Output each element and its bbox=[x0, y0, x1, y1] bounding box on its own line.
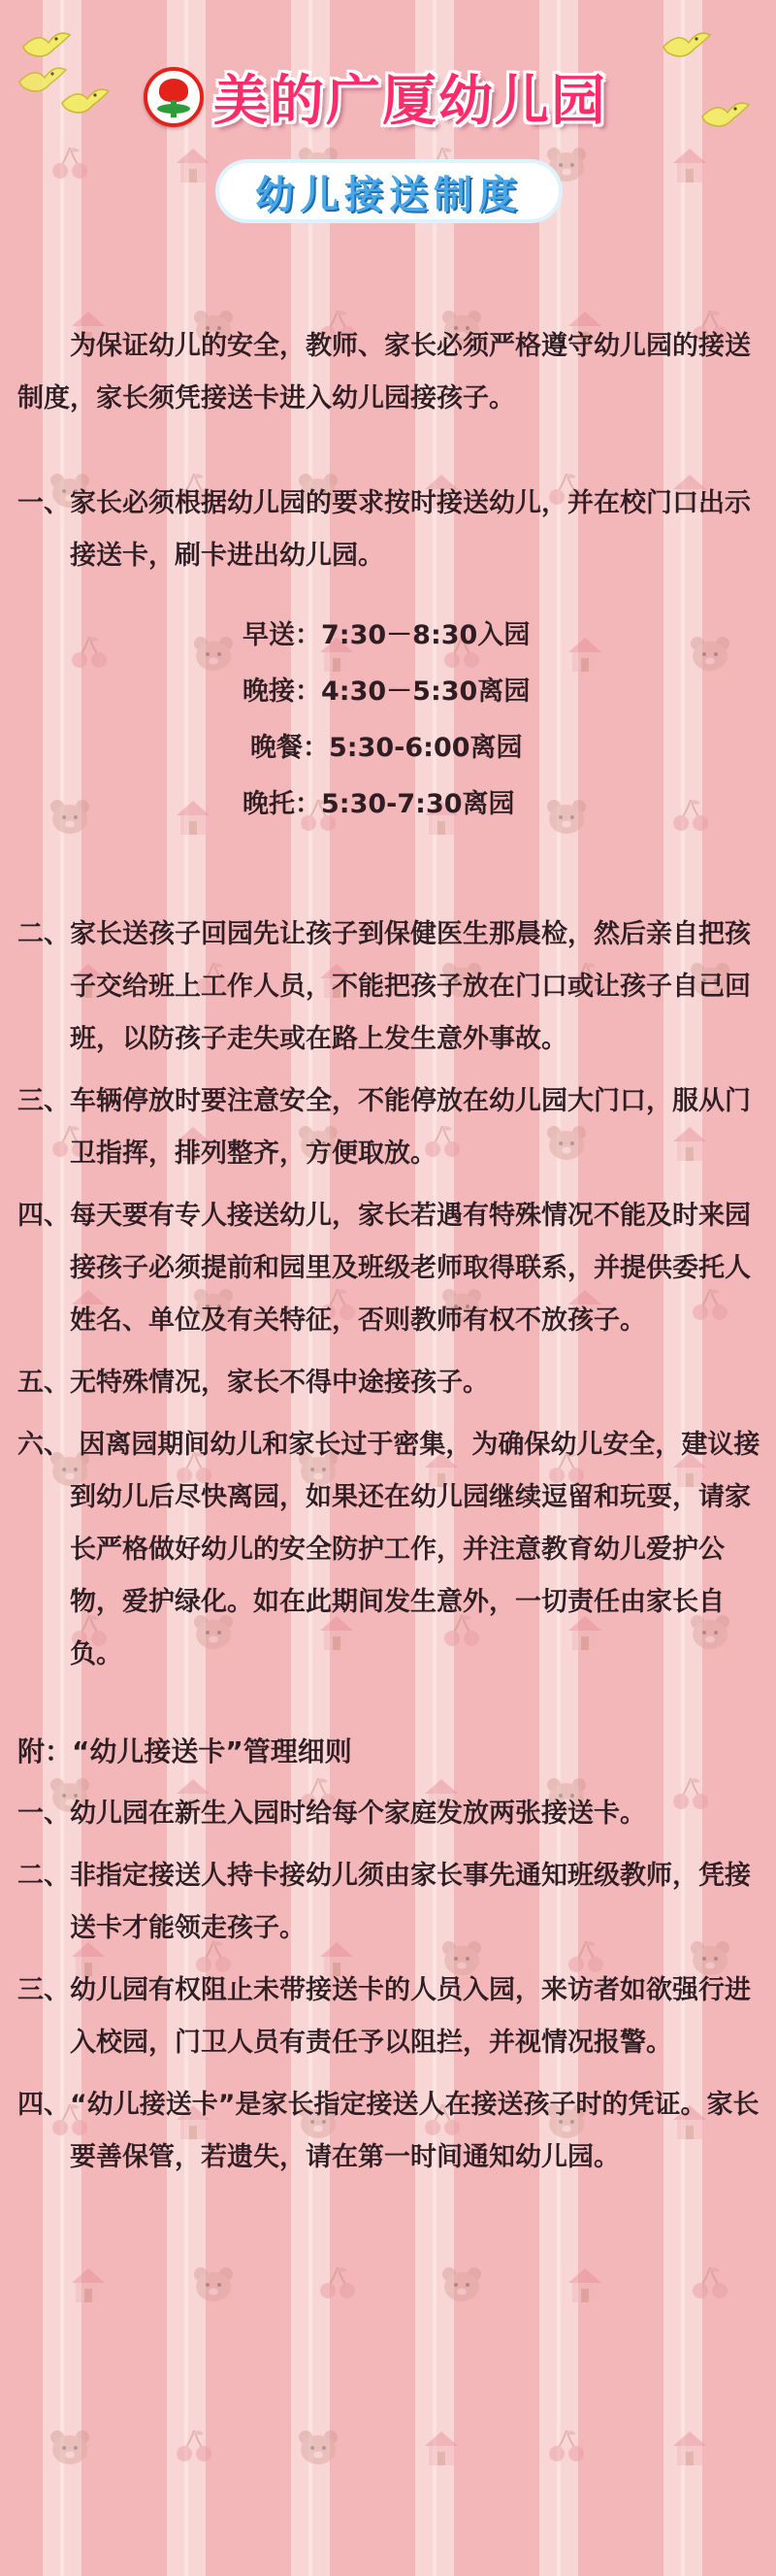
header bbox=[0, 0, 776, 233]
schedule-item: 早送：7:30－8:30入园 bbox=[242, 620, 531, 650]
house-icon bbox=[565, 2265, 605, 2304]
cherry-icon bbox=[316, 2265, 359, 2300]
rule-item: 二、家长送孩子回园先让孩子到保健医生那晨检，然后亲自把孩子交给班上工作人员，不能把孩子放在门口或让孩子自己回班，以防孩子走失或在路上发生意外事故。 bbox=[17, 919, 751, 1054]
bear-icon bbox=[48, 2428, 91, 2465]
school-logo bbox=[144, 58, 648, 136]
schedule-item: 晚托：5:30-7:30离园 bbox=[242, 789, 515, 819]
rules-content bbox=[17, 320, 764, 2184]
school-name: 美的广厦幼儿园 bbox=[213, 70, 607, 133]
bear-icon bbox=[440, 2265, 483, 2302]
appendix-item: 二、非指定接送人持卡接幼儿须由家长事先通知班级教师，凭接送卡才能领走孩子。 bbox=[17, 1861, 751, 1943]
rule-item: 一、家长必须根据幼儿园的要求按时接送幼儿，并在校门口出示接送卡，刷卡进出幼儿园。 bbox=[17, 488, 751, 571]
page-title: 幼儿接送制度 bbox=[255, 172, 523, 217]
intro-paragraph: 为保证幼儿的安全，教师、家长必须严格遵守幼儿园的接送制度，家长须凭接送卡进入幼儿园接孩子。 bbox=[17, 331, 751, 413]
appendix-item: 一、幼儿园在新生入园时给每个家庭发放两张接送卡。 bbox=[17, 1799, 646, 1829]
schedule-list bbox=[17, 608, 764, 833]
schedule-item: 晚餐：5:30-6:00离园 bbox=[250, 733, 523, 763]
bear-icon bbox=[192, 2265, 235, 2302]
rule-item: 三、车辆停放时要注意安全，不能停放在幼儿园大门口，服从门卫指挥，排列整齐，方便取放。 bbox=[17, 1086, 751, 1169]
logo-icon bbox=[144, 67, 204, 127]
cherry-icon bbox=[689, 2265, 731, 2300]
rule-item: 六、 因离园期间幼儿和家长过于密集，为确保幼儿安全，建议接到幼儿后尽快离园，如果还在幼儿园继续逗留和玩耍，请家长严格做好幼儿的安全防护工作，并注意教育幼儿爱护公物，爱护绿化。如在此期间发生意外，一切责任由家长自负。 bbox=[17, 1430, 760, 1669]
rule-item: 四、每天要有专人接送幼儿，家长若遇有特殊情况不能及时来园接孩子必须提前和园里及班级老师取得联系，并提供委托人姓名、单位及有关特征，否则教师有权不放孩子。 bbox=[17, 1201, 751, 1336]
cherry-icon bbox=[173, 2428, 215, 2463]
title-banner bbox=[219, 163, 559, 219]
schedule-item: 晚接：4:30－5:30离园 bbox=[242, 677, 531, 707]
bear-icon bbox=[297, 2428, 340, 2465]
cherry-icon bbox=[545, 2428, 588, 2463]
house-icon bbox=[68, 2265, 109, 2304]
rule-item: 五、无特殊情况，家长不得中途接孩子。 bbox=[17, 1368, 489, 1398]
house-icon bbox=[669, 2428, 710, 2467]
appendix-item: 三、幼儿园有权阻止未带接送卡的人员入园，来访者如欲强行进入校园，门卫人员有责任予以阻拦，并视情况报警。 bbox=[17, 1975, 751, 2058]
appendix-item: 四、“幼儿接送卡”是家长指定接送人在接送孩子时的凭证。家长要善保管，若遗失，请在第一时间通知幼儿园。 bbox=[17, 2090, 760, 2172]
appendix-title: 附：“幼儿接送卡”管理细则 bbox=[17, 1735, 352, 1767]
house-icon bbox=[421, 2428, 462, 2467]
